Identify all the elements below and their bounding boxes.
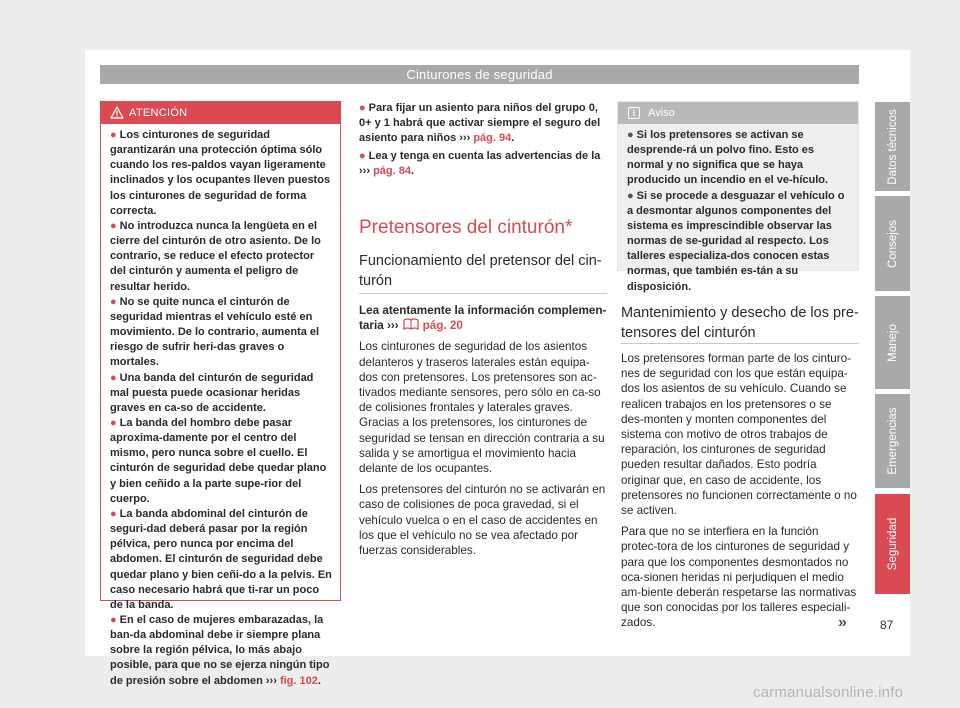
warning-item: ● La banda del hombro debe pasar aproxima-damente por el centro del mismo, pero nunca sobre el cuello. El cinturón de seguridad debe quedar plano y bien ceñido a la parte supe-rior del cuerpo.	[110, 416, 327, 505]
body-paragraph: Los pretensores del cinturón no se activarán en caso de colisiones de poca gravedad, si el vehículo vuelca o en el caso de accidentes en los que el vehículo no se vea afectado por fuerzas considerables.	[359, 483, 606, 558]
subsection-title: Funcionamiento del pretensor del cin-turón	[359, 253, 602, 289]
warning-title: ATENCIÓN	[129, 107, 188, 119]
watermark: carmanualsonline.info	[753, 684, 904, 701]
figure-link[interactable]: fig. 102	[279, 674, 318, 687]
bullet-icon: ●	[627, 189, 634, 202]
tab-manejo[interactable]: Manejo	[875, 296, 910, 389]
page-link[interactable]: pág. 84	[373, 164, 411, 177]
bullet-icon: ●	[110, 416, 117, 429]
lead-paragraph: Lea atentamente la información complemen-taria ››› pág. 20	[359, 304, 607, 333]
subsection-title: Mantenimiento y desecho de los pre-tensores del cinturón	[621, 305, 859, 341]
bullet-icon: ●	[110, 129, 117, 141]
tab-datos-tecnicos[interactable]: Datos técnicos	[875, 102, 910, 191]
warning-triangle-icon	[110, 106, 124, 119]
book-reference-icon	[402, 318, 420, 330]
page-header: Cinturones de seguridad	[100, 65, 859, 84]
notice-box	[617, 101, 859, 293]
warning-body	[101, 124, 340, 689]
bullet-icon: ●	[110, 614, 117, 626]
continue-arrow-icon: »	[838, 614, 847, 631]
bullet-icon: ●	[110, 371, 117, 384]
divider	[621, 343, 859, 344]
page-link[interactable]: pág. 94	[473, 132, 512, 145]
notice-header	[618, 102, 858, 124]
divider	[359, 293, 607, 294]
notice-item: ● Si se procede a desguazar el vehículo o a desmontar algunos componentes del sistema es imprescindible observar las normas de se-guridad al respecto. Los talleres especializa-dos conocen estas normas, que también es-tán a su disposición.	[627, 189, 845, 293]
body-paragraph: Los pretensores forman parte de los cinturo-nes de seguridad con los que están equipa-dos los asientos de su vehículo. Cuando se realicen trabajos en los pretensores o se des-monten y monten componentes del sistema con motivo de otros trabajos de reparación, los cinturones de seguridad pueden resultar dañados. Esto podría originar que, en caso de accidente, los pretensores no funcionen correctamente o no se activen.	[621, 352, 857, 518]
bullet-icon: ●	[359, 102, 366, 114]
body-paragraph: Los cinturones de seguridad de los asientos delanteros y traseros laterales están equipa-dos con pretensores. Los pretensores son ac-tivados mediante sensores, pero sólo en ca-so de colisiones frontales y laterales graves. Gracias a los pretensores, los cinturones de seguridad se tensan en dirección contraria a su salida y se amortigua el movimiento hacia delante de los ocupantes.	[359, 340, 605, 476]
warning-item: ● Una banda del cinturón de seguridad mal puesta puede ocasionar heridas graves en ca-so de accidente.	[110, 371, 314, 414]
notice-item: ● Si los pretensores se activan se desprende-rá un polvo fino. Esto es normal y no significa que se haya producido un incendio en el ve-hículo.	[627, 129, 829, 187]
note-item: ● Lea y tenga en cuenta las advertencias de la ››› pág. 84.	[359, 149, 601, 177]
warning-item: ● No introduzca nunca la lengüeta en el cierre del cinturón de otro asiento. De lo contrario, se reduce el efecto protector del cinturón y aumenta el peligro de resultar herido.	[110, 219, 321, 293]
warning-item: ● En el caso de mujeres embarazadas, la ban-da abdominal debe ir siempre plana sobre la región pélvica, lo más abajo posible, para que no se ejerza ningún tipo de presión sobre el abdomen ››› fig. 102.	[110, 614, 330, 687]
bullet-icon: ●	[627, 129, 634, 141]
child-seat-notes	[359, 101, 607, 181]
section-title: Pretensores del cinturón*	[359, 217, 573, 238]
body-paragraph: Para que no se interfiera en la función protec-tora de los cinturones de seguridad y para que los componentes desmontados no oca-sionen heridas ni perjudiquen el medio am-biente deberán respetarse las normativas que son conocidas por los talleres especiali-zados.	[621, 525, 857, 630]
page-number: 87	[880, 618, 894, 632]
page-link[interactable]: pág. 20	[422, 319, 463, 333]
tab-consejos[interactable]: Consejos	[875, 196, 910, 291]
warning-item: ● Los cinturones de seguridad garantizarán una protección óptima sólo cuando los res-paldos vayan ligeramente inclinados y los ocupantes lleven puestos los cinturones de seguridad de forma correcta.	[110, 129, 331, 217]
bullet-icon: ●	[359, 149, 366, 162]
warning-box	[100, 101, 341, 687]
maintenance-text	[621, 351, 857, 637]
tab-emergencias[interactable]: Emergencias	[875, 394, 910, 488]
pretensioner-function-text	[359, 303, 607, 564]
bullet-icon: ●	[110, 507, 117, 520]
warning-item: ● La banda abdominal del cinturón de seguri-dad deberá pasar por la región pélvica, pero nunca por encima del abdomen. El cinturón de seguridad debe quedar plano y bien ceñi-do a la pelvis. En caso necesario habrá que ti-rar un poco de la banda.	[110, 507, 332, 611]
notice-title: Aviso	[648, 107, 675, 119]
notice-body	[618, 124, 858, 295]
bullet-icon: ●	[110, 219, 117, 232]
warning-item: ● No se quite nunca el cinturón de seguridad mientras el vehículo esté en movimiento. De lo contrario, aumenta el riesgo de sufrir heri-das graves o mortales.	[110, 295, 320, 369]
warning-header	[101, 102, 340, 124]
note-item: ● Para fijar un asiento para niños del grupo 0, 0+ y 1 habrá que activar siempre el seguro del asiento para niños ››› pág. 94.	[359, 102, 601, 145]
bullet-icon: ●	[110, 295, 117, 308]
info-icon: i	[628, 107, 640, 119]
tab-seguridad[interactable]: Seguridad	[875, 494, 910, 594]
